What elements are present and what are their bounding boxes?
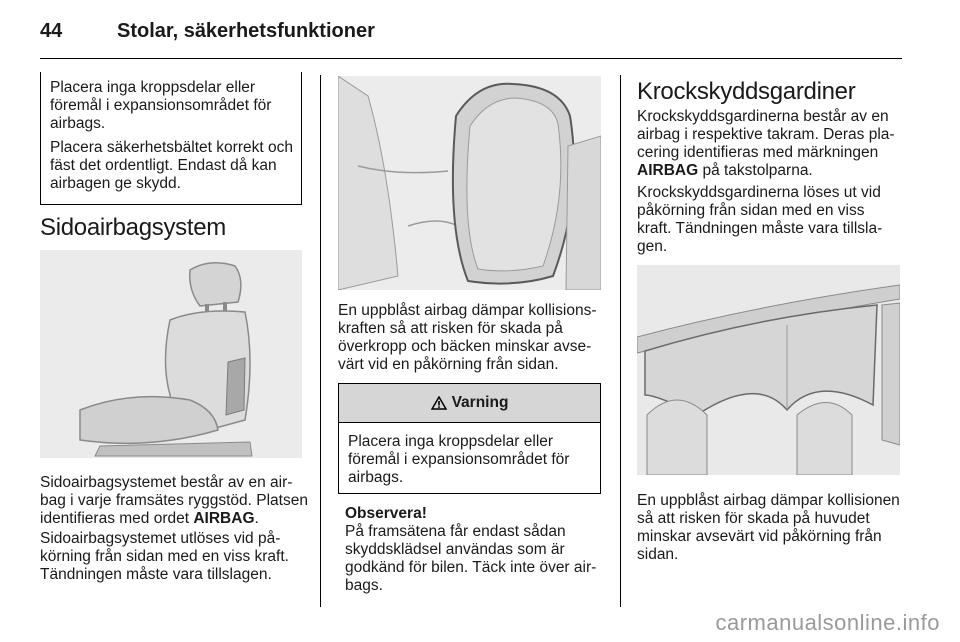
side-airbag-description: Sidoairbagsystemet består av en airbag i varje framsätes ryggstöd. Platsen identifieras med ordet AIRBAG.	[40, 474, 308, 527]
warning-text: Placera inga kroppsdelar eller föremål i expansionsområdet för airbags.	[348, 433, 570, 486]
side-airbag-trigger-text: Sidoairbagsystemet utlöses vid påkörning från sidan med en viss kraft. Tändningen måste vara tillslagen.	[40, 530, 289, 583]
page-title: Stolar, säkerhetsfunktioner	[117, 20, 375, 42]
section-heading-side-airbag: Sidoairbagsystem	[40, 214, 226, 241]
warning-title: Varning	[451, 394, 509, 411]
warning-text-1: Placera inga kroppsdelar eller föremål i expansionsområdet för airbags.	[50, 79, 272, 132]
curtain-airbag-illustration	[637, 265, 900, 475]
warning-triangle-icon	[431, 396, 447, 410]
side-airbag-caption: En uppblåst airbag dämpar kollisionskraften så att risken för skada på överkropp och bäcken minskar avsevärt vid en påkörning från sidan.	[338, 302, 597, 373]
curtain-airbag-caption: En uppblåst airbag dämpar kollisionen så att risken för skada på huvudet minskar avsevärt vid påkörning från sidan.	[637, 492, 900, 563]
note-title: Observera!	[345, 505, 427, 522]
deployed-side-airbag-illustration	[338, 76, 601, 290]
column-divider-1	[320, 75, 321, 607]
airbag-keyword: AIRBAG	[193, 510, 255, 527]
note-text: På framsätena får endast sådan skyddsklädsel användas som är godkänd för bilen. Täck inte över airbags.	[345, 523, 597, 594]
watermark: carmanualsonline.info	[715, 610, 940, 635]
seat-airbag-illustration	[40, 250, 302, 458]
warning-box-continued	[40, 72, 302, 205]
warning-header	[339, 384, 600, 423]
section-heading-curtain-airbag: Krockskyddsgardiner	[637, 78, 856, 105]
page-number: 44	[40, 20, 63, 42]
curtain-airbag-trigger-text: Krockskyddsgardinerna löses ut vid påkörning från sidan med en viss kraft. Tändningen måste vara tillslagen.	[637, 184, 883, 255]
header-divider	[40, 58, 902, 59]
airbag-keyword: AIRBAG	[637, 162, 699, 179]
curtain-airbag-description: Krockskyddsgardinerna består av en airbag i respektive takram. Deras placering identifieras med märkningen AIRBAG på takstolparna.	[637, 108, 895, 179]
warning-box	[338, 383, 601, 494]
warning-text-2: Placera säkerhetsbältet korrekt och fäst det ordentligt. Endast då kan airbagen ge skydd.	[50, 139, 293, 192]
column-divider-2	[620, 75, 621, 607]
